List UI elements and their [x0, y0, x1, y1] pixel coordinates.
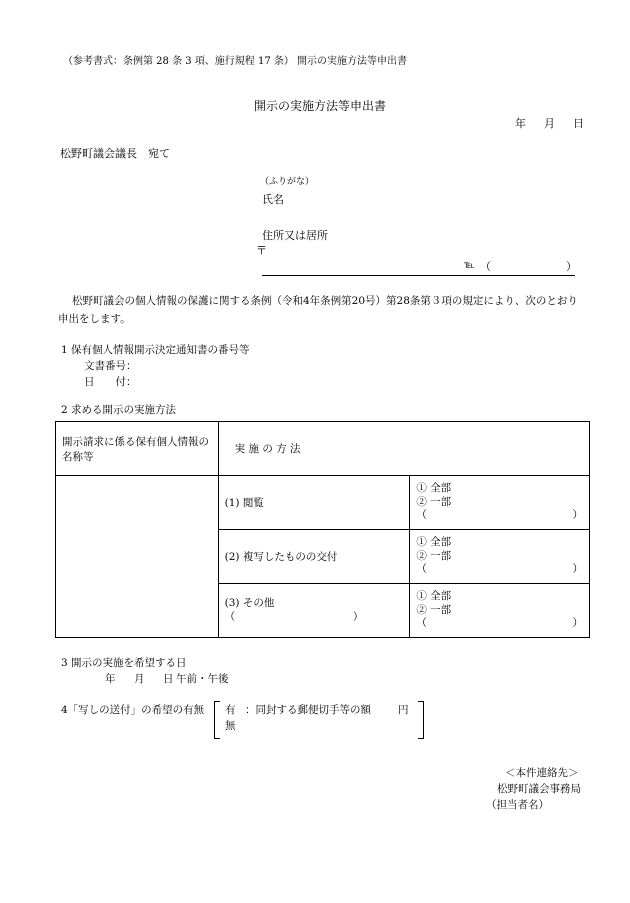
- mail-yes[interactable]: 有: [225, 704, 236, 716]
- method-inspection-label: (1) 閲覧: [224, 497, 264, 509]
- method-copy-options[interactable]: [410, 530, 590, 584]
- info-name-cell[interactable]: [56, 476, 219, 638]
- desired-year: 年: [105, 673, 116, 685]
- tel-close-paren: ）: [566, 260, 577, 273]
- desired-day: 日: [163, 673, 174, 685]
- address-label: 住所又は居所: [262, 229, 328, 242]
- method-inspection-options[interactable]: [410, 476, 590, 530]
- option-paren-open: （: [416, 563, 427, 576]
- col1-header-line2: 名称等: [62, 451, 94, 463]
- postal-mark: 〒: [256, 244, 267, 257]
- address-underline: [262, 275, 575, 276]
- option-paren[interactable]: [416, 563, 583, 577]
- option-paren-open: （: [416, 617, 427, 630]
- method-other-options[interactable]: [410, 584, 590, 638]
- method-other-paren-open: （: [224, 610, 236, 623]
- doc-number-label: 文書番号：: [84, 360, 137, 372]
- tel-open-paren: （: [480, 260, 491, 273]
- date-day: 日: [573, 117, 584, 130]
- method-other-paren-close: ）: [352, 610, 364, 623]
- col1-header-line1: 開示請求に係る保有個人情報の: [62, 436, 209, 448]
- contact-person: （担当者名）: [486, 799, 549, 811]
- option-all[interactable]: ① 全部: [416, 590, 452, 603]
- mail-yen: 円: [398, 704, 409, 716]
- section3-heading: 3 開示の実施を希望する日: [61, 657, 187, 669]
- option-paren-open: （: [416, 509, 427, 522]
- reference-note: （参考書式：条例第 28 条 3 項、施行規程 17 条）: [63, 56, 294, 67]
- furigana-label: （ふりがな）: [260, 177, 315, 187]
- option-paren-close: ）: [572, 509, 583, 522]
- section4-bracket-right: [418, 701, 424, 739]
- section4-heading: 4「写しの送付」の希望の有無: [61, 704, 205, 716]
- method-copy: [218, 530, 410, 584]
- desired-ampm[interactable]: 午前・午後: [176, 673, 229, 685]
- option-part[interactable]: ② 一部: [416, 549, 452, 562]
- name-label: 氏名: [262, 193, 284, 206]
- method-other-paren[interactable]: [225, 611, 404, 625]
- col1-header: [56, 422, 219, 476]
- desired-month: 月: [134, 673, 145, 685]
- date-year: 年: [515, 117, 526, 130]
- mail-no[interactable]: 無: [225, 720, 236, 732]
- section2-heading: 2 求める開示の実施方法: [61, 404, 177, 416]
- mail-yes-detail: ：同封する郵便切手等の額: [245, 704, 371, 716]
- page-title: 開示の実施方法等申出書: [254, 99, 387, 113]
- disclosure-method-table: [55, 421, 590, 638]
- notice-date-label: 日 付：: [84, 376, 137, 388]
- section4-bracket-left: [214, 701, 220, 739]
- section1-heading: 1 保有個人情報開示決定通知書の番号等: [61, 344, 250, 356]
- tel-label: ℡: [464, 260, 475, 271]
- method-inspection: [218, 476, 410, 530]
- option-paren[interactable]: [416, 509, 583, 523]
- option-part[interactable]: ② 一部: [416, 495, 452, 508]
- body-text-line1: 松野町議会の個人情報の保護に関する条例（令和4年条例第20号）第28条第３項の規定により、次のとおり: [72, 295, 578, 307]
- option-paren-close: ）: [572, 617, 583, 630]
- reference-form-name: 開示の実施方法等申出書: [297, 56, 407, 67]
- option-paren-close: ）: [572, 563, 583, 576]
- addressee: 松野町議会議長 宛て: [60, 147, 170, 160]
- date-month: 月: [544, 117, 555, 130]
- contact-office: 松野町議会事務局: [497, 783, 581, 795]
- method-other[interactable]: [218, 584, 410, 638]
- option-all[interactable]: ① 全部: [416, 536, 452, 549]
- contact-label: ＜本件連絡先＞: [505, 767, 579, 779]
- option-part[interactable]: ② 一部: [416, 603, 452, 616]
- col2-header: 実 施 の 方 法: [218, 422, 589, 476]
- option-paren[interactable]: [416, 617, 583, 631]
- method-copy-label: (2) 複写したものの交付: [224, 551, 338, 563]
- method-other-label: (3) その他: [224, 596, 275, 609]
- body-text-line2: 申出をします。: [58, 313, 131, 325]
- option-all[interactable]: ① 全部: [416, 482, 452, 495]
